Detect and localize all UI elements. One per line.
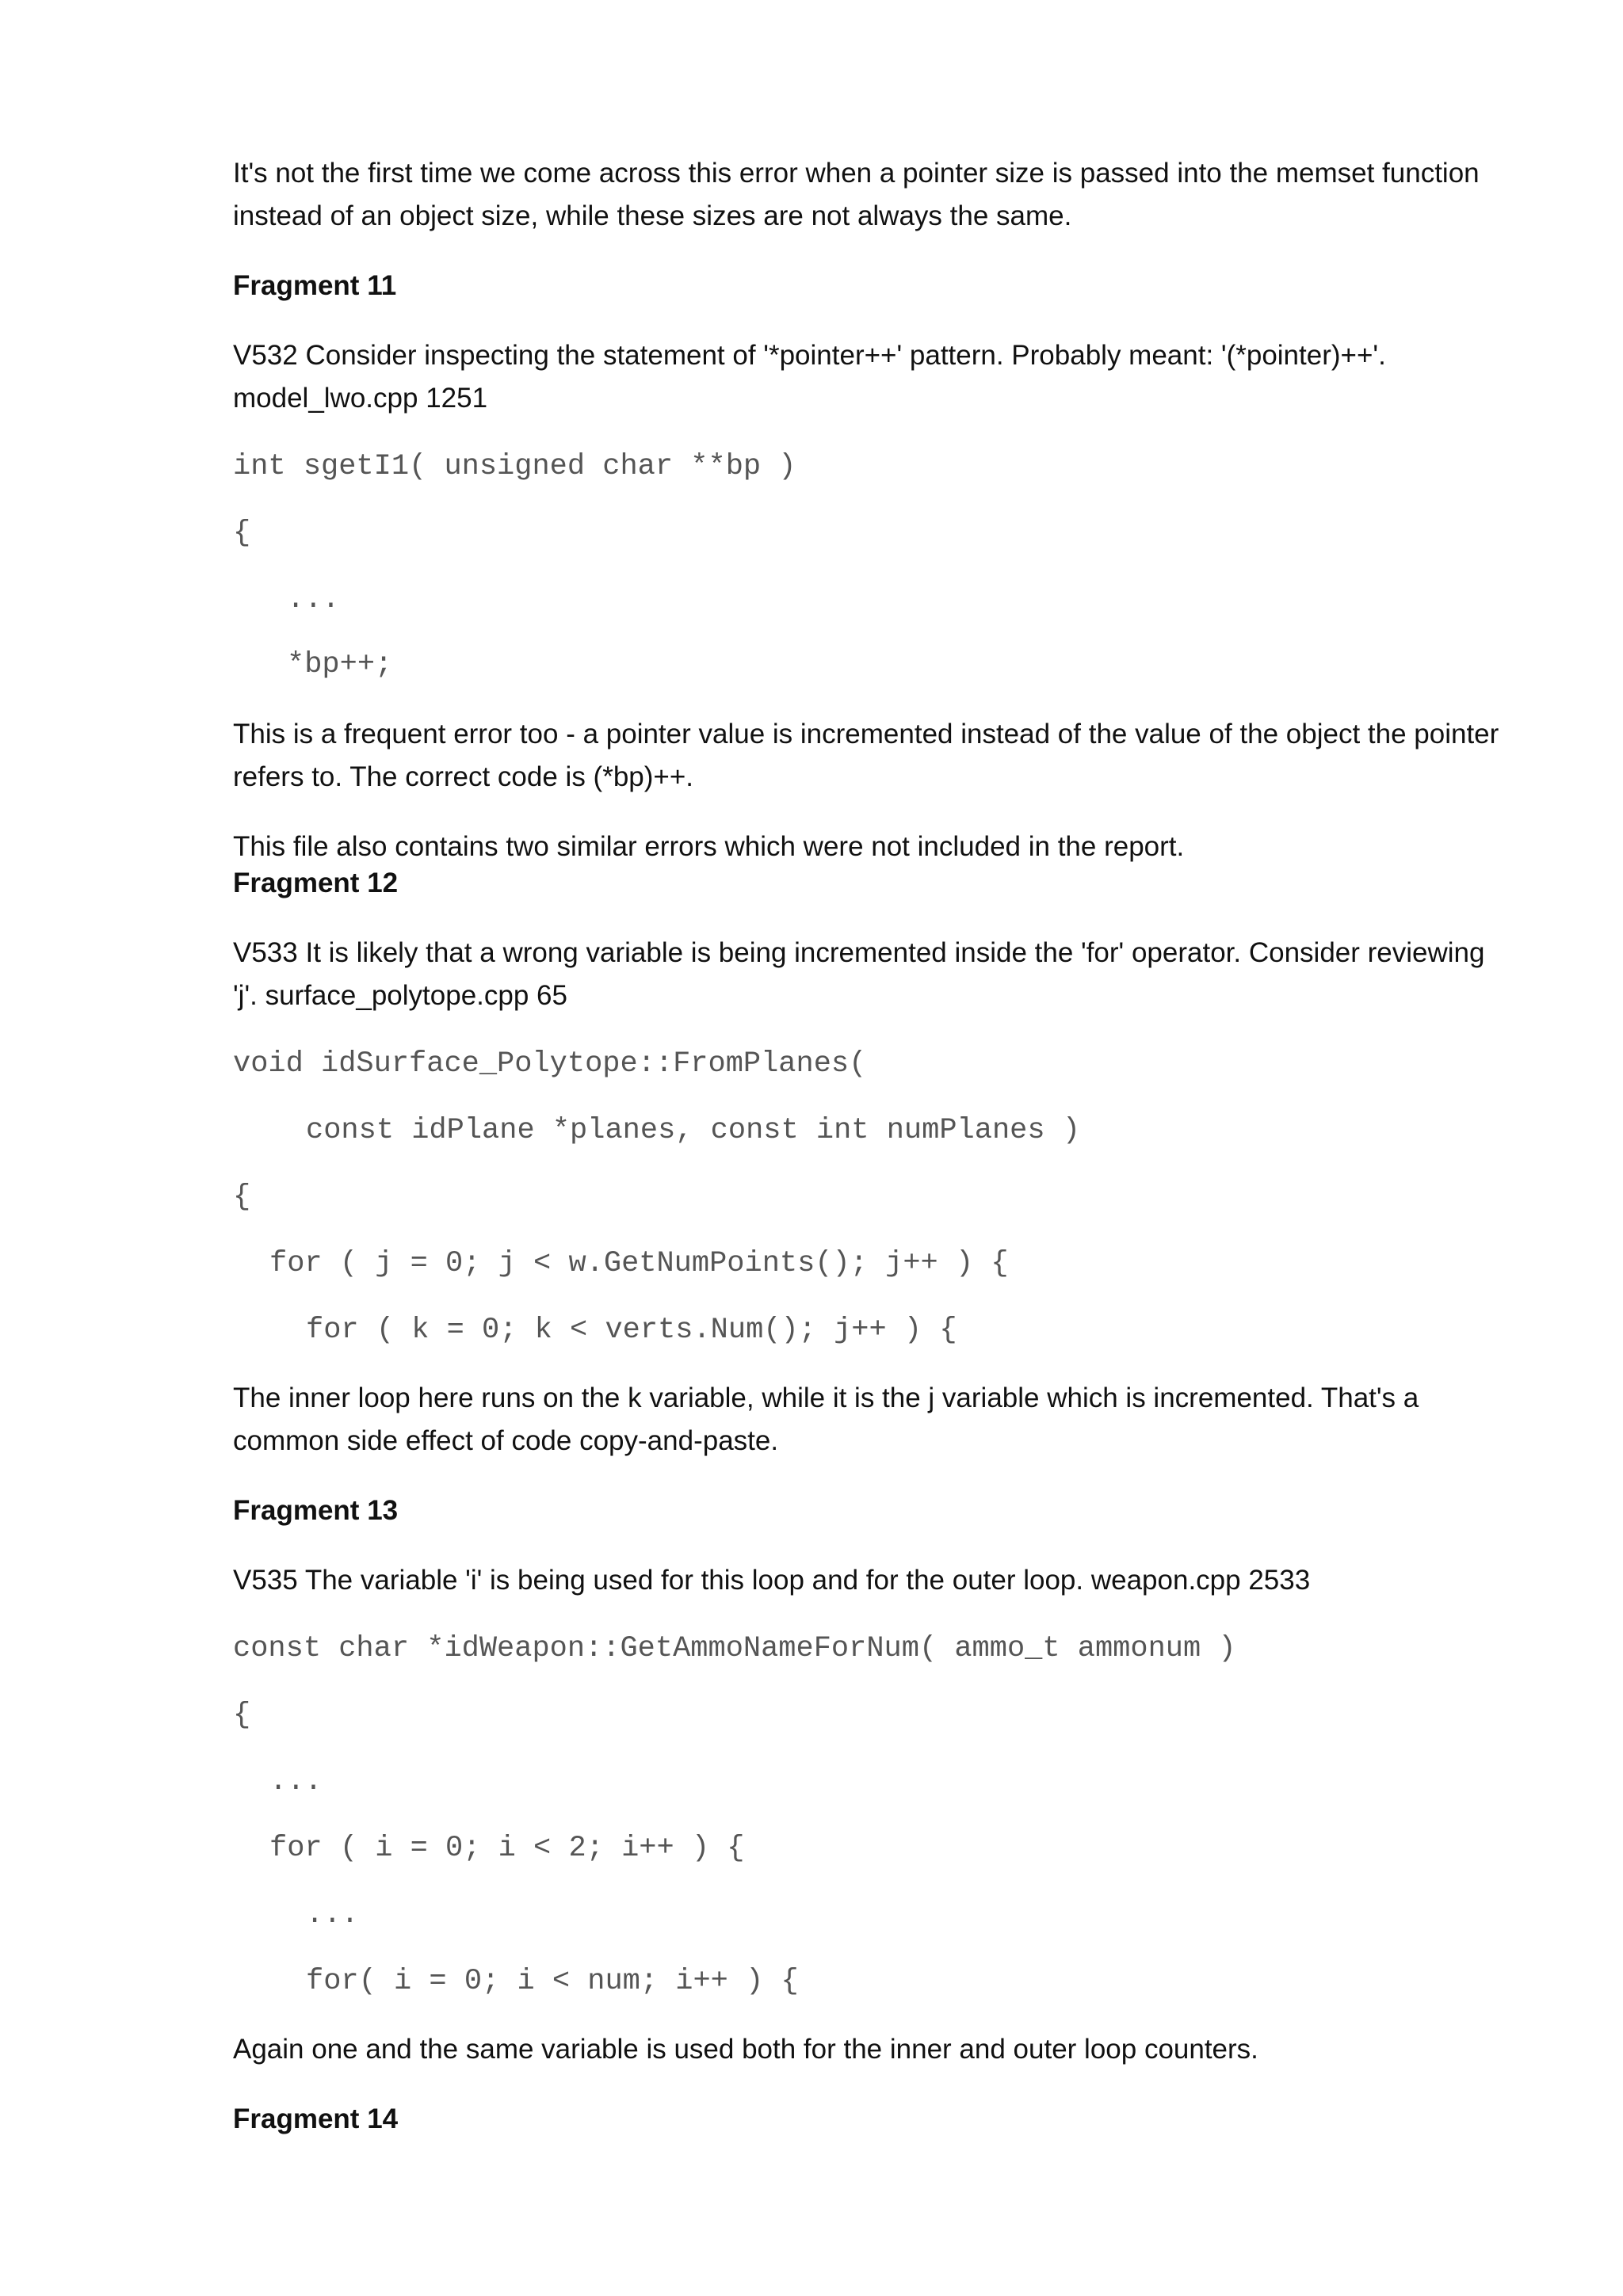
fragment-13-code-line: for( i = 0; i < num; i++ ) {	[306, 1965, 799, 1998]
fragment-14-heading: Fragment 14	[233, 2103, 399, 2134]
fragment-11-code-line: ...	[287, 583, 340, 616]
fragment-12-code-line: for ( j = 0; j < w.GetNumPoints(); j++ ) {	[269, 1247, 1009, 1280]
intro-text-line-1: It's not the first time we come across this error when a pointer size is passed into the memset function	[233, 158, 1480, 189]
fragment-11-explanation-line-2: refers to. The correct code is (*bp)++.	[233, 761, 694, 792]
fragment-13-heading: Fragment 13	[233, 1495, 399, 1526]
fragment-12-diagnostic-line-2: 'j'. surface_polytope.cpp 65	[233, 980, 567, 1011]
fragment-12-code-line: {	[233, 1180, 251, 1214]
fragment-12-code-line: const idPlane *planes, const int numPlanes )	[306, 1114, 1080, 1147]
fragment-12-diagnostic-line-1: V533 It is likely that a wrong variable is being incremented inside the 'for' operator. Consider reviewing	[233, 937, 1485, 968]
fragment-13-diagnostic: V535 The variable 'i' is being used for this loop and for the outer loop. weapon.cpp 2533	[233, 1565, 1311, 1596]
fragment-11-explanation-line-1: This is a frequent error too - a pointer value is incremented instead of the value of the object the pointer	[233, 719, 1499, 749]
fragment-11-diagnostic-line-1: V532 Consider inspecting the statement of '*pointer++' pattern. Probably meant: '(*pointer)++'.	[233, 340, 1386, 371]
fragment-13-explanation: Again one and the same variable is used both for the inner and outer loop counters.	[233, 2034, 1258, 2065]
fragment-12-heading: Fragment 12	[233, 868, 399, 898]
fragment-13-code-line: ...	[269, 1765, 323, 1798]
fragment-13-code-line: {	[233, 1699, 251, 1732]
fragment-11-code-line: *bp++;	[287, 648, 393, 681]
fragment-13-code-line: const char *idWeapon::GetAmmoNameForNum( ammo_t ammonum )	[233, 1632, 1236, 1665]
fragment-12-explanation-line-1: The inner loop here runs on the k variable, while it is the j variable which is incremented. That's a	[233, 1383, 1419, 1413]
fragment-11-note: This file also contains two similar errors which were not included in the report.	[233, 831, 1185, 862]
fragment-12-explanation-line-2: common side effect of code copy-and-paste.	[233, 1425, 779, 1456]
intro-text-line-2: instead of an object size, while these sizes are not always the same.	[233, 200, 1072, 231]
fragment-11-heading: Fragment 11	[233, 270, 397, 301]
fragment-11-diagnostic-line-2: model_lwo.cpp 1251	[233, 383, 488, 414]
fragment-12-code-line: void idSurface_Polytope::FromPlanes(	[233, 1047, 867, 1081]
fragment-13-code-line: ...	[306, 1898, 359, 1932]
fragment-13-code-line: for ( i = 0; i < 2; i++ ) {	[269, 1832, 745, 1865]
fragment-11-code-line: int sgetI1( unsigned char **bp )	[233, 450, 796, 483]
fragment-11-code-line: {	[233, 517, 251, 550]
fragment-12-code-line: for ( k = 0; k < verts.Num(); j++ ) {	[306, 1314, 957, 1347]
